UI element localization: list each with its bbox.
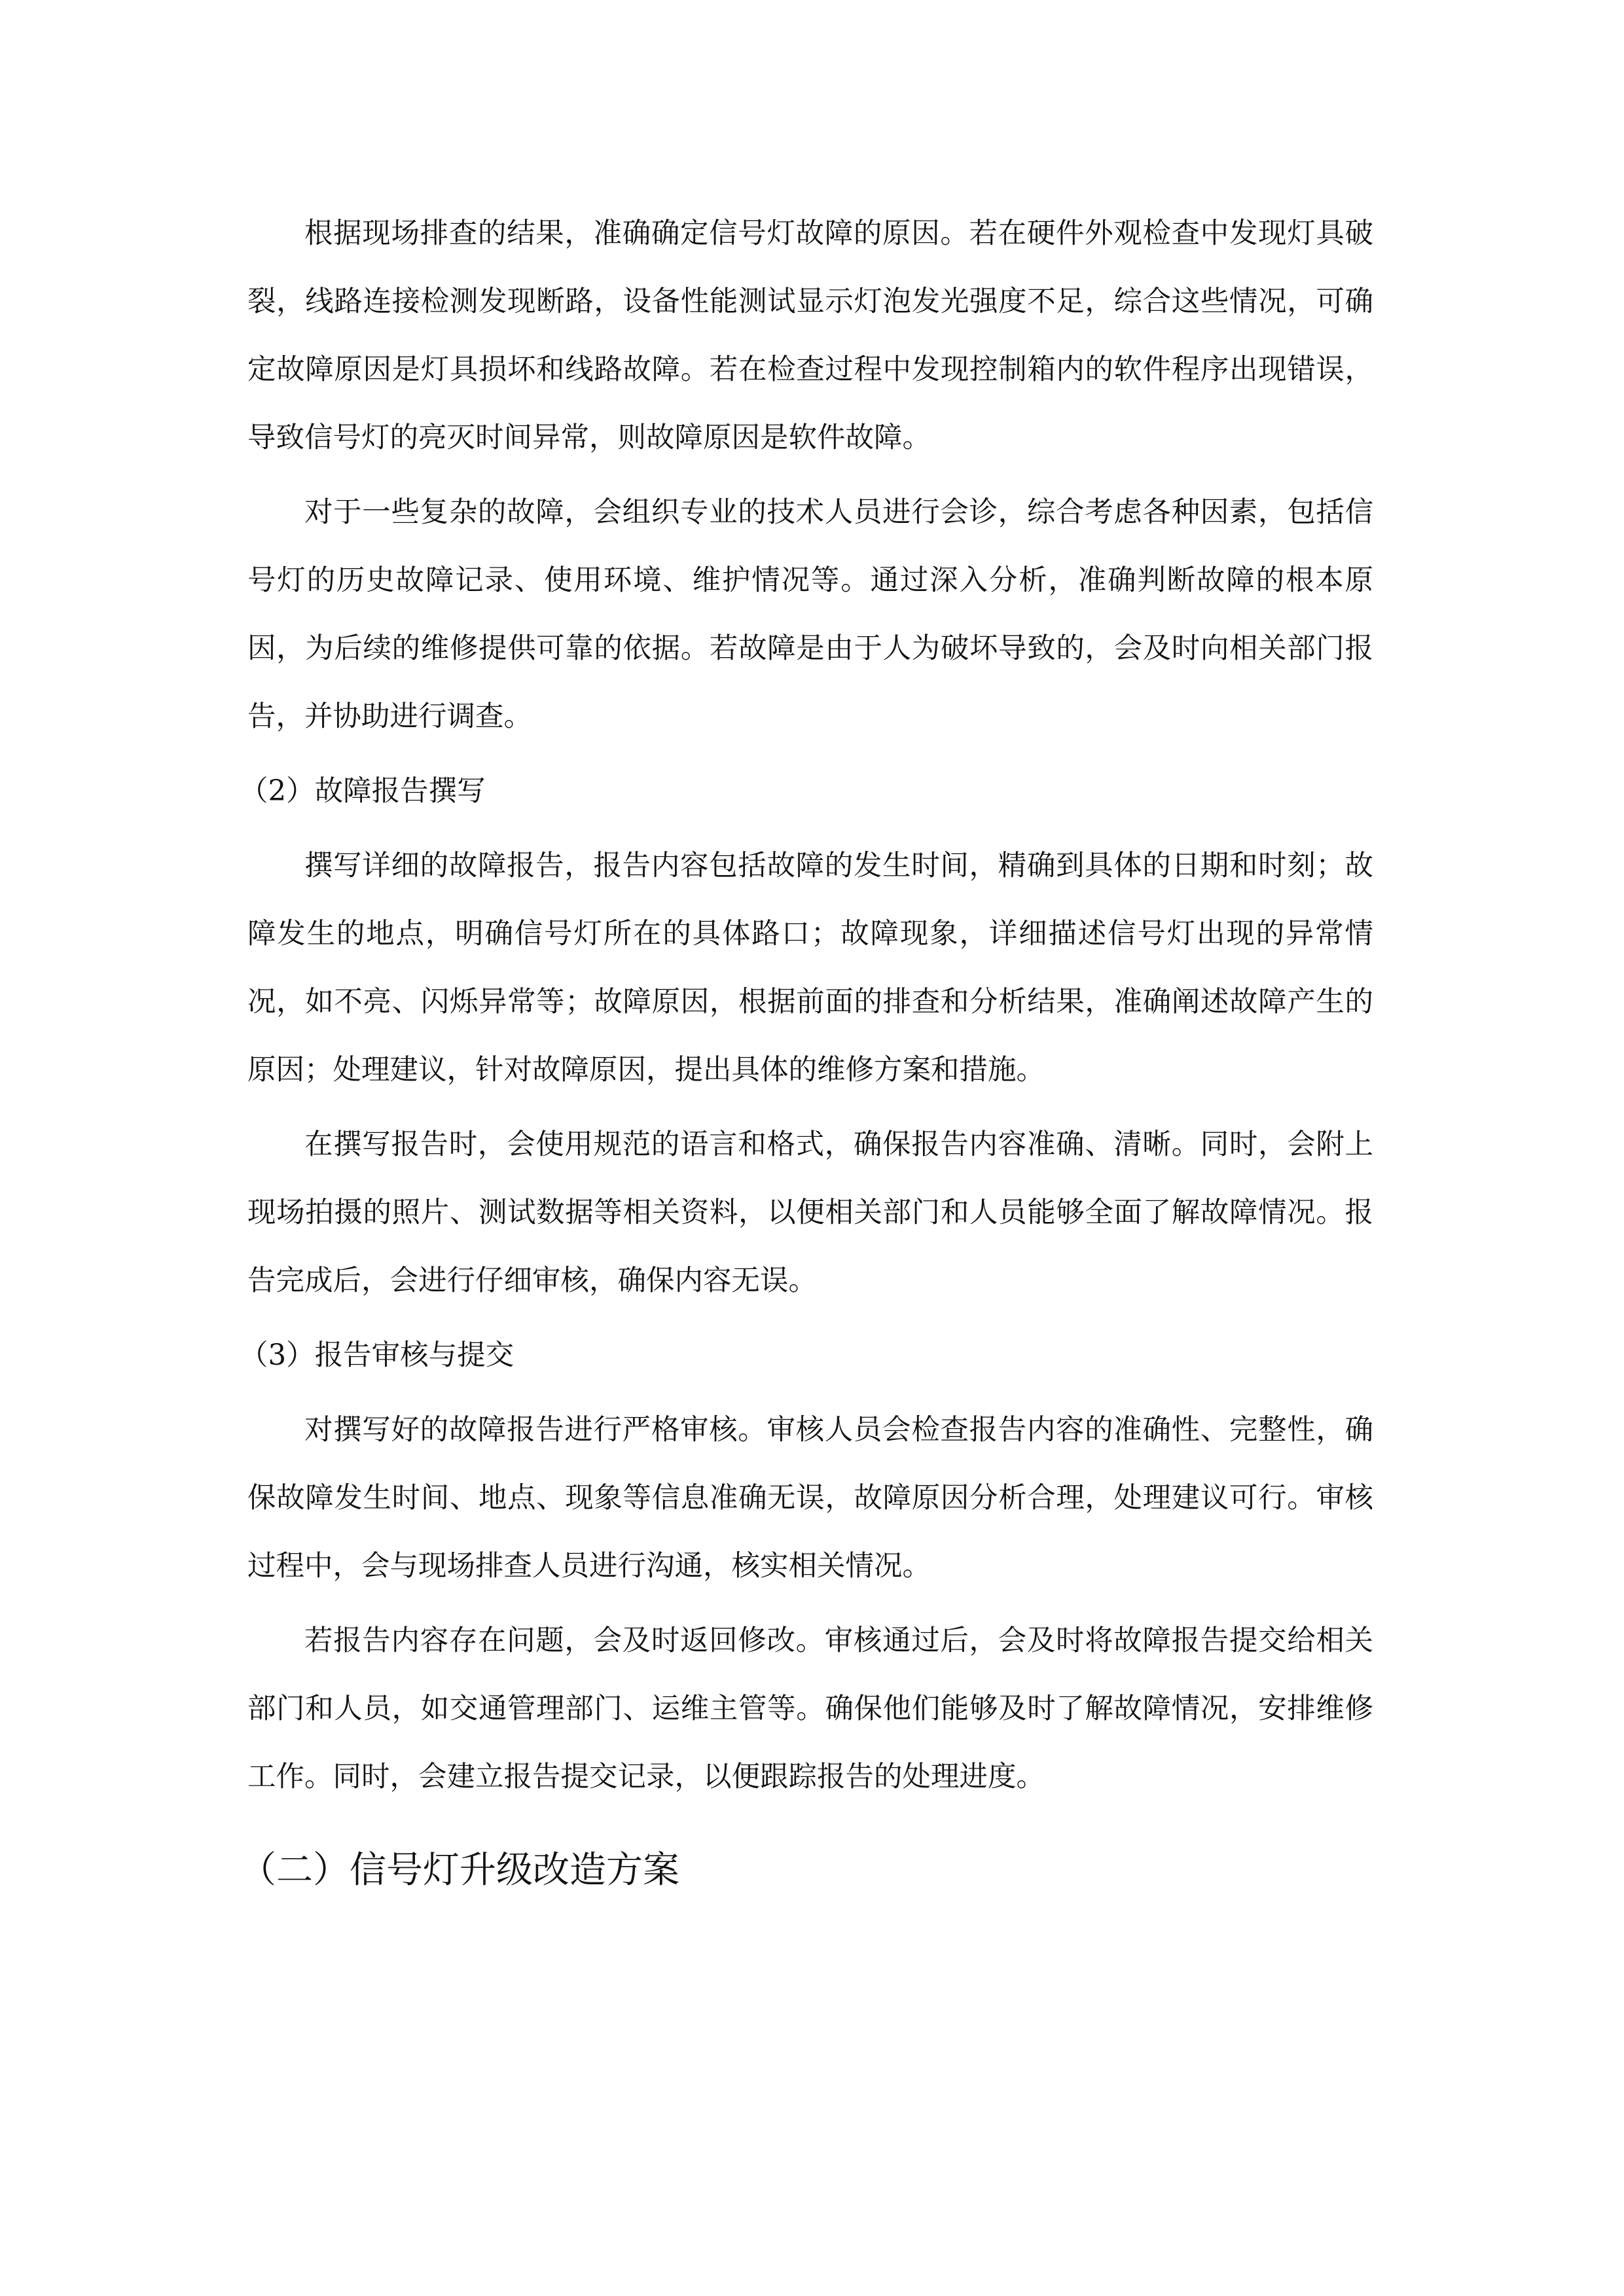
paragraph-report-content: 撰写详细的故障报告，报告内容包括故障的发生时间，精确到具体的日期和时刻；故障发生的地点，明确信号灯所在的具体路口；故障现象，详细描述信号灯出现的异常情况，如不亮、闪烁异常等；故障原因，根据前面的排查和分析结果，准确阐述故障产生的原因；处理建议，针对故障原因，提出具体的维修方案和措施。	[247, 850, 1373, 1086]
paragraph-fault-cause: 根据现场排查的结果，准确确定信号灯故障的原因。若在硬件外观检查中发现灯具破裂，线路连接检测发现断路，设备性能测试显示灯泡发光强度不足，综合这些情况，可确定故障原因是灯具损坏和线路故障。若在检查过程中发现控制箱内的软件程序出现错误，导致信号灯的亮灭时间异常，则故障原因是软件故障。	[247, 217, 1373, 454]
section-heading-upgrade-plan: （二）信号灯升级改造方案	[240, 1849, 679, 1892]
paragraph-report-review: 对撰写好的故障报告进行严格审核。审核人员会检查报告内容的准确性、完整性，确保故障发生时间、地点、现象等信息准确无误，故障原因分析合理，处理建议可行。审核过程中，会与现场排查人员进行沟通，核实相关情况。	[247, 1414, 1373, 1583]
document-body	[240, 200, 1373, 1907]
paragraph-report-submission: 若报告内容存在问题，会及时返回修改。审核通过后，会及时将故障报告提交给相关部门和人员，如交通管理部门、运维主管等。确保他们能够及时了解故障情况，安排维修工作。同时，会建立报告提交记录，以便跟踪报告的处理进度。	[247, 1624, 1373, 1793]
subheading-report-review-submission: （3）报告审核与提交	[240, 1339, 514, 1372]
paragraph-complex-fault: 对于一些复杂的故障，会组织专业的技术人员进行会诊，综合考虑各种因素，包括信号灯的历史故障记录、使用环境、维护情况等。通过深入分析，准确判断故障的根本原因，为后续的维修提供可靠的依据。若故障是由于人为破坏导致的，会及时向相关部门报告，并协助进行调查。	[247, 496, 1373, 733]
paragraph-report-format: 在撰写报告时，会使用规范的语言和格式，确保报告内容准确、清晰。同时，会附上现场拍摄的照片、测试数据等相关资料，以便相关部门和人员能够全面了解故障情况。报告完成后，会进行仔细审核，确保内容无误。	[247, 1128, 1373, 1297]
subheading-fault-report-writing: （2）故障报告撰写	[240, 775, 486, 808]
